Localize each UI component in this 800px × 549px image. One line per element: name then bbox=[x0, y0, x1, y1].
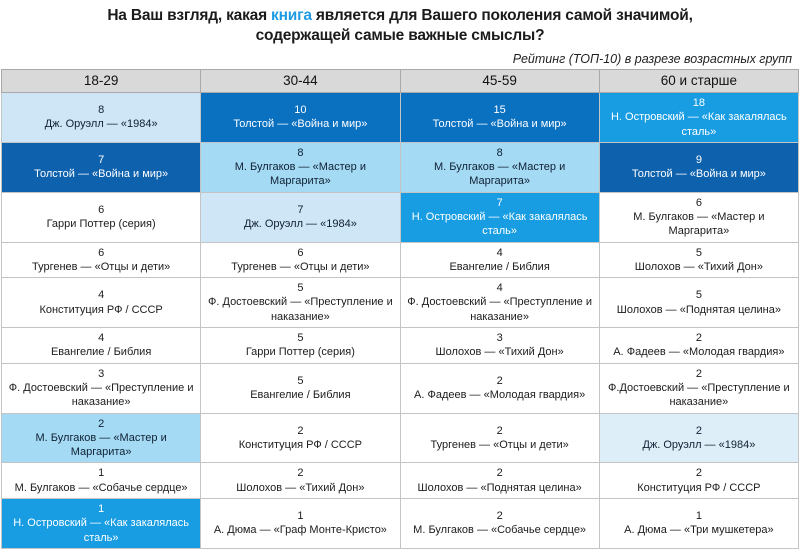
rank-row-6 bbox=[2, 328, 799, 364]
table-body bbox=[2, 92, 799, 548]
rank-cell bbox=[201, 142, 400, 192]
rank-cell bbox=[2, 363, 201, 413]
book-title: М. Булгаков — «Собачье сердце» bbox=[14, 481, 188, 494]
rank-cell bbox=[599, 242, 798, 278]
rank-cell bbox=[400, 463, 599, 499]
book-title: Тургенев — «Отцы и дети» bbox=[430, 438, 569, 451]
header-row bbox=[2, 69, 799, 92]
book-title: Евангелие / Библия bbox=[50, 346, 152, 359]
book-count: 5 bbox=[695, 246, 702, 259]
rank-cell bbox=[400, 192, 599, 242]
rank-cell bbox=[599, 363, 798, 413]
rank-cell bbox=[400, 278, 599, 328]
rank-cell bbox=[400, 363, 599, 413]
book-count: 4 bbox=[496, 246, 503, 259]
book-count: 2 bbox=[496, 424, 503, 437]
book-title: Н. Островский — «Как закалялась сталь» bbox=[610, 111, 787, 138]
book-title: А. Фадеев — «Молодая гвардия» bbox=[414, 389, 586, 402]
column-header-age-group-2: 45-59 bbox=[400, 69, 599, 92]
book-title: Конституция РФ / СССР bbox=[637, 481, 761, 494]
book-count: 1 bbox=[98, 503, 105, 516]
book-title: Шолохов — «Поднятая целина» bbox=[616, 303, 781, 316]
rank-row-9 bbox=[2, 463, 799, 499]
book-count: 7 bbox=[98, 153, 105, 166]
book-title: Толстой — «Война и мир» bbox=[34, 168, 169, 181]
book-title: Конституция РФ / СССР bbox=[39, 303, 163, 316]
title-prefix: На Ваш взгляд, какая bbox=[107, 7, 272, 24]
rank-cell bbox=[400, 413, 599, 463]
rank-cell bbox=[599, 92, 798, 142]
title-suffix: является для Вашего поколения самой значимой, содержащей самые важные смыслы? bbox=[255, 7, 693, 45]
book-count: 10 bbox=[294, 104, 307, 117]
book-count: 6 bbox=[98, 203, 105, 216]
book-count: 1 bbox=[98, 467, 105, 480]
book-title: Евангелие / Библия bbox=[250, 389, 351, 402]
chart-subtitle: Рейтинг (ТОП-10) в разрезе возрастных групп bbox=[512, 51, 792, 66]
book-title: Н. Островский — «Как закалялась сталь» bbox=[13, 517, 190, 544]
rank-cell bbox=[201, 242, 400, 278]
book-count: 15 bbox=[493, 104, 506, 117]
book-title: Толстой — «Война и мир» bbox=[631, 168, 766, 181]
book-title: М. Булгаков — «Мастер и Маргарита» bbox=[434, 161, 566, 188]
book-title: Ф. Достоевский — «Преступление и наказание» bbox=[407, 296, 592, 323]
rank-cell bbox=[2, 192, 201, 242]
book-count: 7 bbox=[297, 203, 304, 216]
rank-cell bbox=[599, 413, 798, 463]
rank-cell bbox=[201, 192, 400, 242]
rank-row-5 bbox=[2, 278, 799, 328]
page-title bbox=[60, 6, 740, 47]
rank-cell bbox=[400, 242, 599, 278]
rank-cell bbox=[2, 278, 201, 328]
survey-infographic bbox=[0, 6, 800, 544]
rank-cell bbox=[2, 142, 201, 192]
rank-cell bbox=[2, 92, 201, 142]
book-title: А. Фадеев — «Молодая гвардия» bbox=[613, 346, 785, 359]
rank-cell bbox=[201, 499, 400, 549]
book-count: 2 bbox=[695, 367, 702, 380]
book-title: Шолохов — «Поднятая целина» bbox=[417, 481, 582, 494]
rank-cell bbox=[2, 242, 201, 278]
book-title: Шолохов — «Тихий Дон» bbox=[634, 260, 763, 273]
book-title: Тургенев — «Отцы и дети» bbox=[231, 260, 370, 273]
book-title: М. Булгаков — «Мастер и Маргарита» bbox=[234, 161, 366, 188]
rank-row-4 bbox=[2, 242, 799, 278]
rank-cell bbox=[400, 142, 599, 192]
book-count: 2 bbox=[297, 424, 304, 437]
book-title: Шолохов — «Тихий Дон» bbox=[435, 346, 564, 359]
rank-cell bbox=[599, 328, 798, 364]
rank-cell bbox=[400, 328, 599, 364]
book-title: А. Дюма — «Три мушкетера» bbox=[624, 524, 774, 537]
book-title: Гарри Поттер (серия) bbox=[245, 346, 355, 359]
book-count: 3 bbox=[496, 332, 503, 345]
book-count: 5 bbox=[297, 332, 304, 345]
book-count: 2 bbox=[695, 467, 702, 480]
book-title: М. Булгаков — «Мастер и Маргарита» bbox=[35, 431, 167, 459]
rank-cell bbox=[201, 463, 400, 499]
rank-cell bbox=[2, 463, 201, 499]
book-title: Шолохов — «Тихий Дон» bbox=[236, 481, 365, 494]
book-count: 2 bbox=[98, 417, 105, 430]
rank-row-10 bbox=[2, 499, 799, 549]
book-title: А. Дюма — «Граф Монте-Кристо» bbox=[213, 524, 387, 537]
book-title: Ф.Достоевский — «Преступление и наказание» bbox=[608, 381, 790, 409]
column-header-age-group-0: 18-29 bbox=[2, 69, 201, 92]
book-title: М. Булгаков — «Мастер и Маргарита» bbox=[633, 210, 765, 238]
title-highlight-word: книга bbox=[271, 7, 312, 24]
book-title: Дж. Оруэлл — «1984» bbox=[642, 438, 756, 451]
rating-table bbox=[1, 69, 799, 549]
book-count: 1 bbox=[297, 510, 304, 523]
rank-cell bbox=[599, 499, 798, 549]
book-count: 2 bbox=[695, 424, 702, 437]
rank-cell bbox=[201, 328, 400, 364]
column-header-age-group-1: 30-44 bbox=[201, 69, 400, 92]
book-count: 5 bbox=[297, 374, 304, 387]
rank-row-7 bbox=[2, 363, 799, 413]
rank-cell bbox=[2, 413, 201, 463]
rank-row-8 bbox=[2, 413, 799, 463]
book-count: 2 bbox=[496, 467, 503, 480]
rank-cell bbox=[201, 278, 400, 328]
book-count: 6 bbox=[297, 246, 304, 259]
rank-cell bbox=[400, 92, 599, 142]
book-count: 6 bbox=[98, 246, 105, 259]
book-title: Дж. Оруэлл — «1984» bbox=[44, 118, 158, 131]
rank-cell bbox=[2, 328, 201, 364]
book-title: Н. Островский — «Как закалялась сталь» bbox=[411, 210, 588, 238]
book-count: 8 bbox=[98, 104, 105, 117]
book-count: 2 bbox=[695, 332, 702, 345]
book-count: 4 bbox=[496, 282, 503, 295]
book-count: 18 bbox=[692, 96, 705, 109]
rank-cell bbox=[599, 463, 798, 499]
book-title: Гарри Поттер (серия) bbox=[46, 218, 156, 231]
book-count: 4 bbox=[98, 289, 105, 302]
rank-cell bbox=[201, 92, 400, 142]
book-title: Ф. Достоевский — «Преступление и наказание» bbox=[8, 381, 194, 409]
book-count: 8 bbox=[297, 146, 304, 159]
book-count: 4 bbox=[98, 332, 105, 345]
book-count: 5 bbox=[297, 282, 304, 295]
book-count: 2 bbox=[297, 467, 304, 480]
book-count: 2 bbox=[496, 374, 503, 387]
rank-row-1 bbox=[2, 92, 799, 142]
book-title: Толстой — «Война и мир» bbox=[432, 118, 567, 131]
book-count: 6 bbox=[695, 196, 702, 209]
rank-cell bbox=[599, 192, 798, 242]
rank-cell bbox=[599, 278, 798, 328]
book-title: М. Булгаков — «Собачье сердце» bbox=[413, 524, 587, 537]
rank-cell bbox=[599, 142, 798, 192]
rank-cell bbox=[201, 363, 400, 413]
book-count: 3 bbox=[98, 367, 105, 380]
book-count: 8 bbox=[496, 146, 503, 159]
book-count: 7 bbox=[496, 196, 503, 209]
book-title: Толстой — «Война и мир» bbox=[233, 118, 368, 131]
rank-cell bbox=[2, 499, 201, 549]
book-count: 2 bbox=[496, 510, 503, 523]
book-title: Евангелие / Библия bbox=[449, 260, 550, 273]
book-title: Тургенев — «Отцы и дети» bbox=[31, 260, 171, 273]
rank-cell bbox=[400, 499, 599, 549]
book-title: Дж. Оруэлл — «1984» bbox=[243, 218, 357, 231]
rank-row-3 bbox=[2, 192, 799, 242]
book-count: 5 bbox=[695, 289, 702, 302]
book-title: Ф. Достоевский — «Преступление и наказание» bbox=[208, 296, 393, 323]
book-title: Конституция РФ / СССР bbox=[238, 438, 363, 451]
rank-cell bbox=[201, 413, 400, 463]
book-count: 9 bbox=[695, 153, 702, 166]
rank-row-2 bbox=[2, 142, 799, 192]
book-count: 1 bbox=[695, 510, 702, 523]
column-header-age-group-3: 60 и старше bbox=[599, 69, 798, 92]
